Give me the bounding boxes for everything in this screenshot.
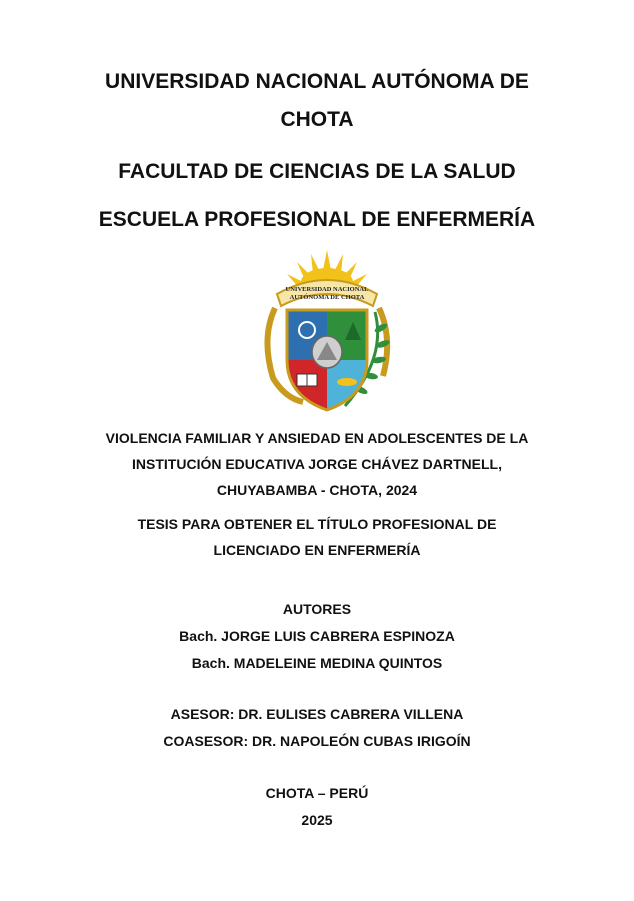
thesis-title-line3: CHUYABAMBA - CHOTA, 2024 [216, 482, 418, 498]
crest-ribbon-line1: UNIVERSIDAD NACIONAL [285, 286, 369, 293]
coadvisor: COASESOR: DR. NAPOLEÓN CUBAS IRIGOÍN [163, 733, 471, 749]
advisor: ASESOR: DR. EULISES CABRERA VILLENA [170, 706, 464, 722]
authors-heading: AUTORES [282, 601, 352, 617]
faculty-name: FACULTAD DE CIENCIAS DE LA SALUD [118, 160, 516, 183]
year: 2025 [301, 812, 333, 828]
thesis-title-line2: INSTITUCIÓN EDUCATIVA JORGE CHÁVEZ DARTNELL, [132, 456, 502, 472]
author-name: Bach. MADELEINE MEDINA QUINTOS [191, 655, 443, 671]
crest-ribbon-line2: AUTÓNOMA DE CHOTA [289, 294, 365, 301]
university-crest-logo [257, 248, 397, 416]
author-name: Bach. JORGE LUIS CABRERA ESPINOZA [179, 628, 455, 644]
school-name: ESCUELA PROFESIONAL DE ENFERMERÍA [98, 208, 536, 231]
place: CHOTA – PERÚ [265, 785, 369, 801]
thesis-title-line1: VIOLENCIA FAMILIAR Y ANSIEDAD EN ADOLESCENTES DE LA [105, 430, 529, 446]
university-name-line1: UNIVERSIDAD NACIONAL AUTÓNOMA DE [105, 70, 529, 93]
university-name-line2: CHOTA [280, 108, 354, 131]
thesis-purpose-line1: TESIS PARA OBTENER EL TÍTULO PROFESIONAL DE [137, 516, 497, 532]
thesis-purpose-line2: LICENCIADO EN ENFERMERÍA [213, 542, 421, 558]
